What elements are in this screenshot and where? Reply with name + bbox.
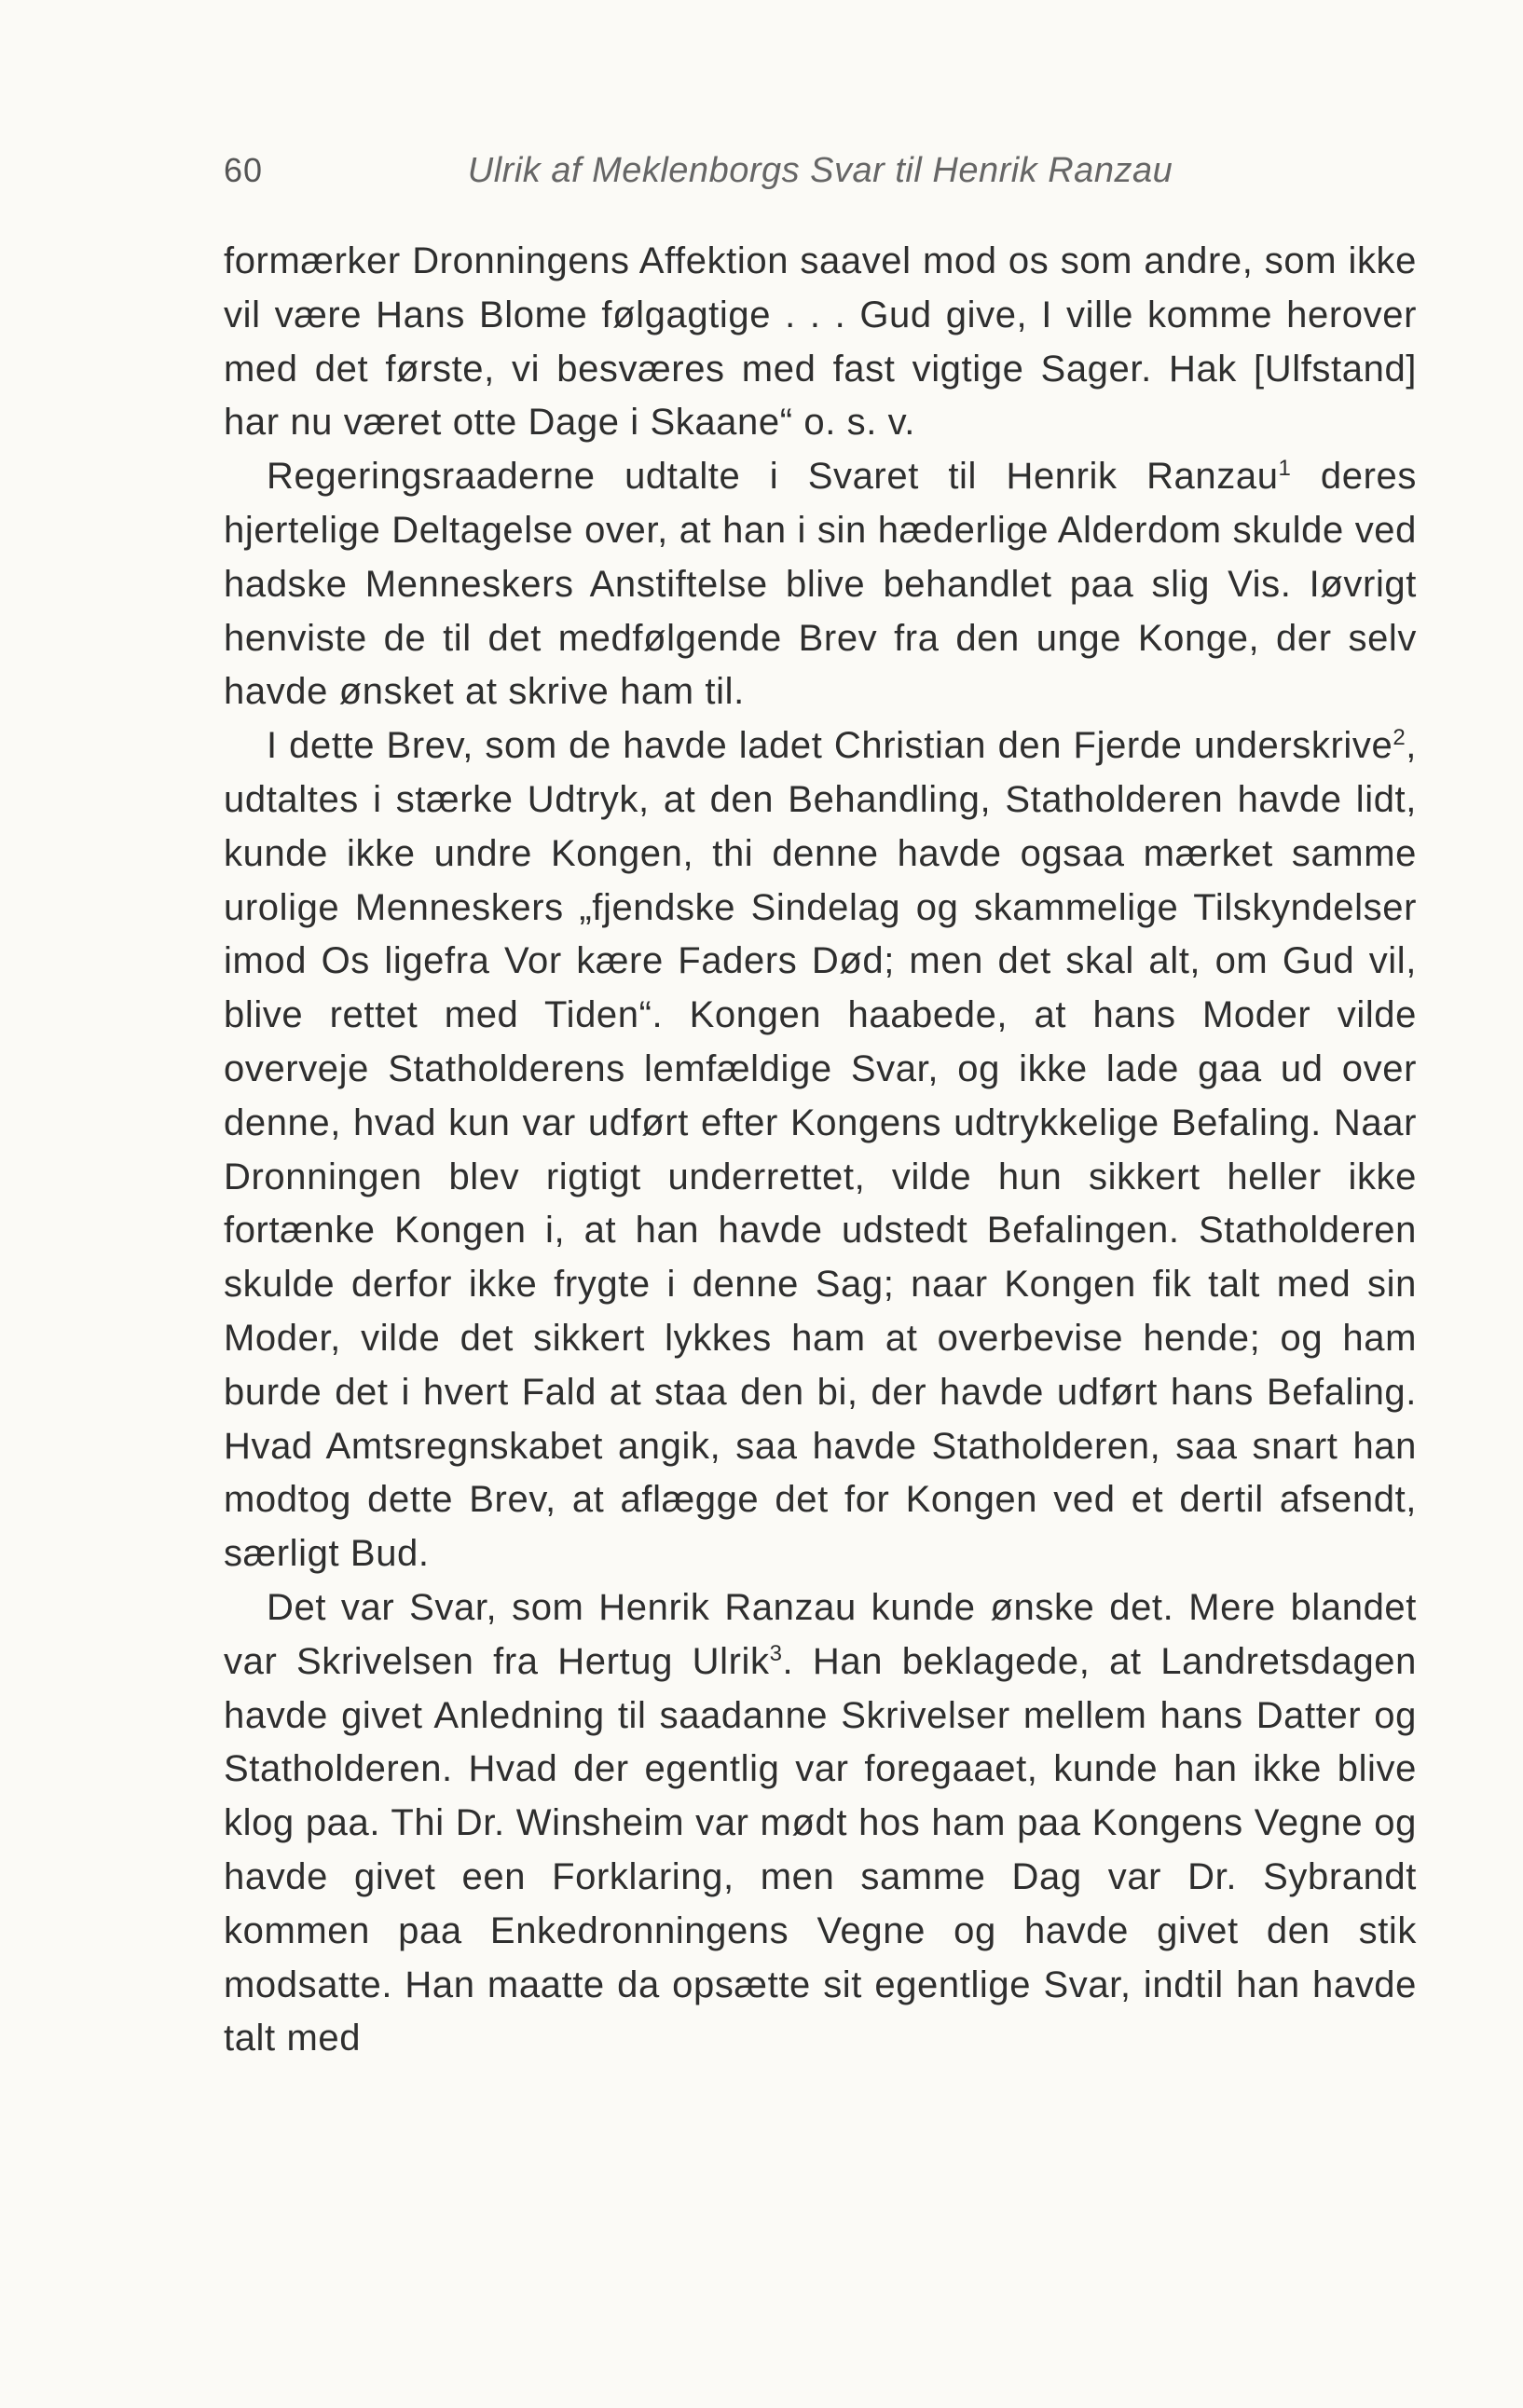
body-text xyxy=(224,235,1417,2066)
paragraph-text: . Han beklagede, at Landretsdagen havde givet Anledning til saadanne Skrivelser mellem hans Datter og Statholderen. Hvad der egentlig var foregaaet, kunde han ikke blive klog paa. Thi Dr. Winsheim var mødt hos ham paa Kongens Vegne og havde givet een Forklaring, men samme Dag var Dr. Sybrandt kommen paa Enkedronningens Vegne og havde givet den stik modsatte. Han maatte da opsætte sit egentlige Svar, indtil han havde talt med xyxy=(224,1640,1417,2059)
footnote-marker: 2 xyxy=(1393,725,1406,751)
paragraph xyxy=(224,450,1417,719)
paragraph-text: , udtaltes i stærke Udtryk, at den Behandling, Statholderen havde lidt, kunde ikke undre Kongen, thi denne havde ogsaa mærket samme urolige Menneskers „fjendske Sindelag og skammelige Tilskyndelser imod Os ligefra Vor kære Faders Død; men det skal alt, om Gud vil, blive rettet med Tiden“. Kongen haabede, at hans Moder vilde overveje Statholderens lemfældige Svar, og ikke lade gaa ud over denne, hvad kun var udført efter Kongens udtrykkelige Befaling. Naar Dronningen blev rigtigt underrettet, vilde hun sikkert heller ikke fortænke Kongen i, at han havde udstedt Befalingen. Statholderen skulde derfor ikke frygte i denne Sag; naar Kongen fik talt med sin Moder, vilde det sikkert lykkes ham at overbevise hende; og ham burde det i hvert Fald at staa den bi, der havde udført hans Befaling. Hvad Amtsregnskabet angik, saa havde Statholderen, saa snart han modtog dette Brev, at aflægge det for Kongen ved et dertil afsendt, særligt Bud. xyxy=(224,725,1417,1575)
paragraph-text: deres hjertelige Deltagelse over, at han i sin hæderlige Alderdom skulde ved hadske Menneskers Anstiftelse blive behandlet paa slig Vis. Iøvrigt henviste de til det medfølgende Brev fra den unge Konge, der selv havde ønsket at skrive ham til. xyxy=(224,456,1417,713)
paragraph xyxy=(224,719,1417,1581)
paragraph-text: formærker Dronningens Affektion saavel mod os som andre, som ikke vil være Hans Blome følgagtige . . . Gud give, I ville komme herover med det første, vi besværes med fast vigtige Sager. Hak [Ulfstand] har nu været otte Dage i Skaane“ o. s. v. xyxy=(224,240,1417,444)
paragraph xyxy=(224,1581,1417,2066)
page-number: 60 xyxy=(224,151,264,189)
paragraph xyxy=(224,235,1417,450)
footnote-marker: 3 xyxy=(769,1640,783,1666)
page-header xyxy=(224,151,1417,207)
paragraph-text: I dette Brev, som de havde ladet Christian den Fjerde underskrive xyxy=(267,725,1393,767)
paragraph-text: Regeringsraaderne udtalte i Svaret til Henrik Ranzau xyxy=(267,456,1279,498)
paragraph-text: Det var Svar, som Henrik Ranzau kunde ønske det. Mere blandet var Skrivelsen fra Hertug Ulrik xyxy=(224,1586,1417,1682)
footnote-marker: 1 xyxy=(1278,456,1292,482)
running-title: Ulrik af Meklenborgs Svar til Henrik Ranzau xyxy=(467,151,1173,190)
